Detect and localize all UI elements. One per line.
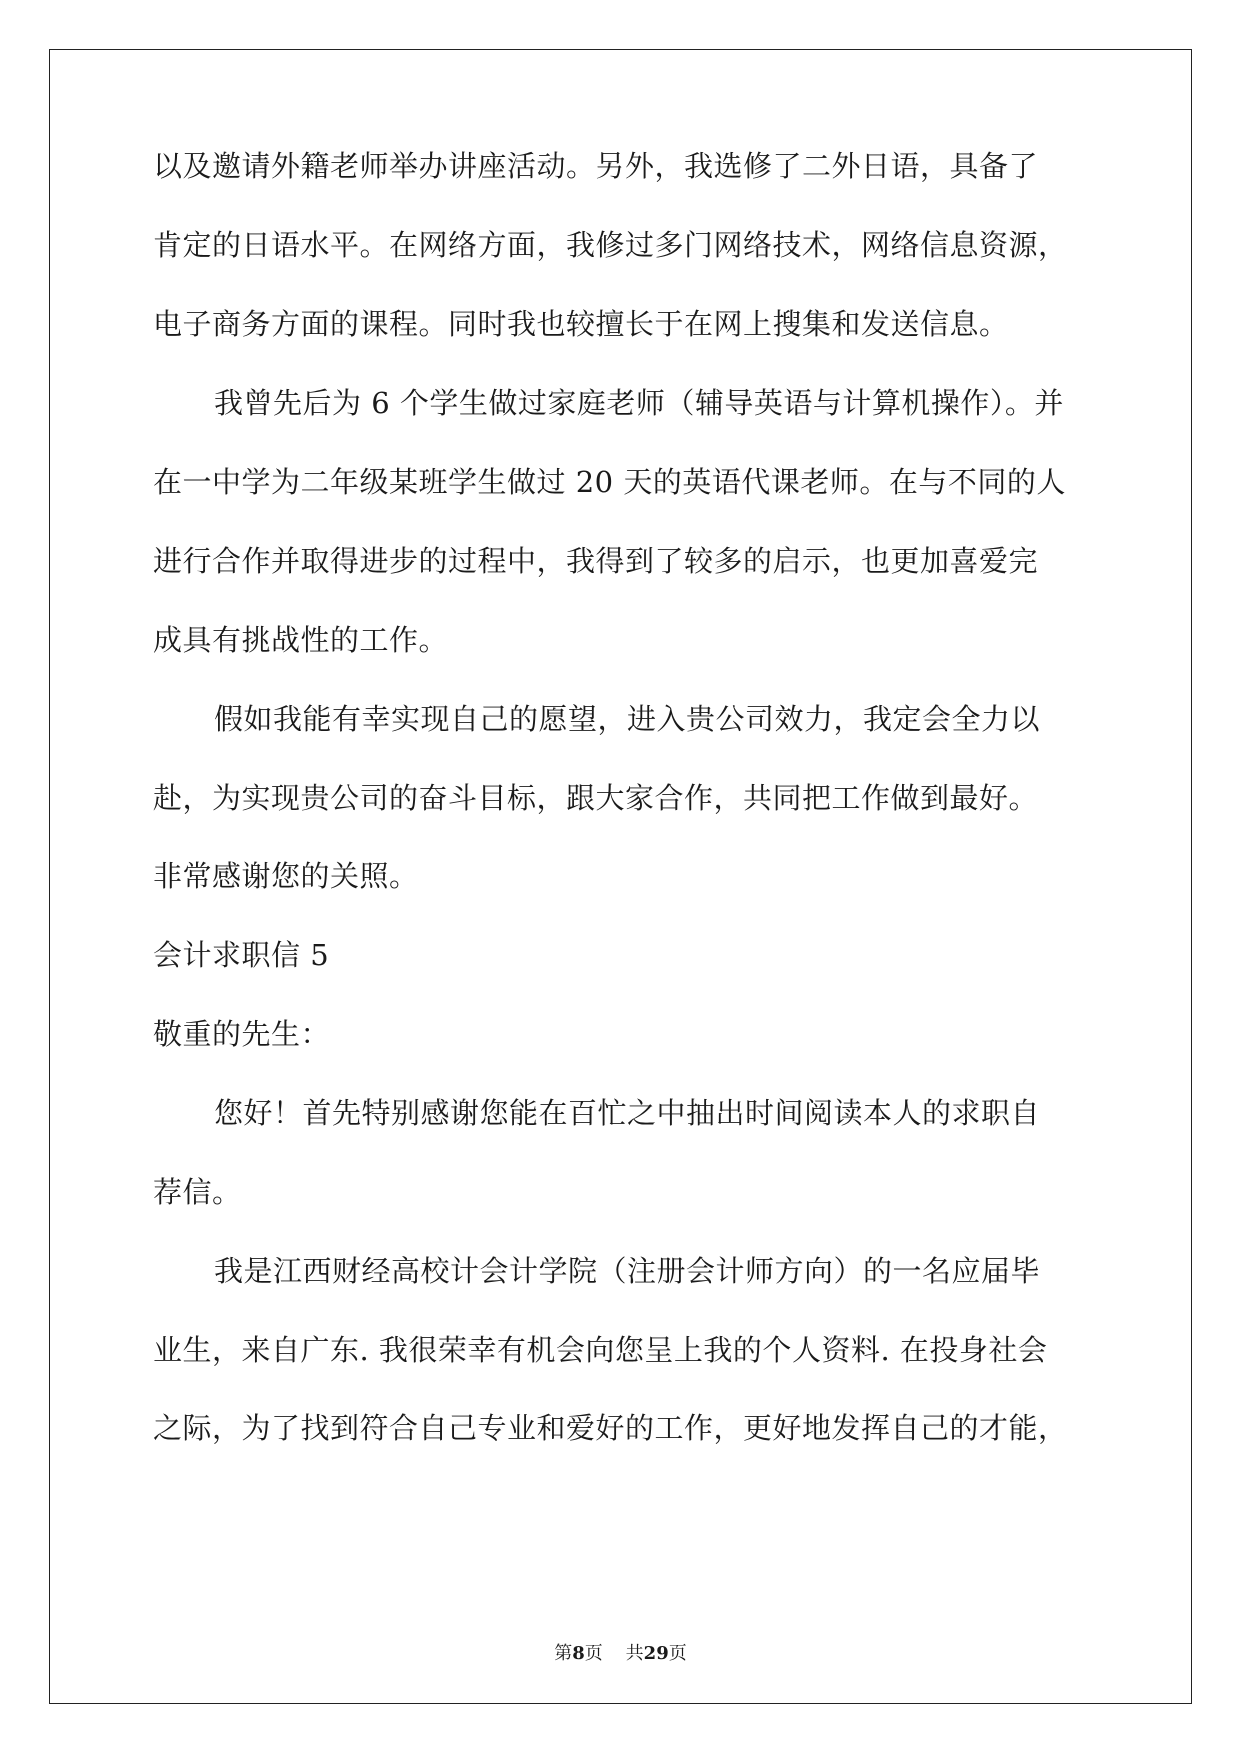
text-line: 赴，为实现贵公司的奋斗目标，跟大家合作，共同把工作做到最好。: [153, 781, 1039, 815]
text-line: 以及邀请外籍老师举办讲座活动。另外，我选修了二外日语，具备了: [153, 149, 1039, 183]
text-line: 业生，来自广东. 我很荣幸有机会向您呈上我的个人资料. 在投身社会: [153, 1333, 1048, 1367]
text-line: 肯定的日语水平。在网络方面，我修过多门网络技术，网络信息资源，: [153, 228, 1068, 262]
text-line: 进行合作并取得进步的过程中，我得到了较多的启示，也更加喜爱完: [153, 544, 1039, 578]
text-line: 之际，为了找到符合自己专业和爱好的工作，更好地发挥自己的才能，: [153, 1411, 1068, 1445]
page-prefix: 第: [554, 1643, 573, 1664]
total-pages: 29: [643, 1643, 669, 1664]
page-number: 8: [572, 1643, 585, 1664]
text-line: 假如我能有幸实现自己的愿望，进入贵公司效力，我定会全力以: [214, 702, 1041, 736]
text-line: 在一中学为二年级某班学生做过 20 天的英语代课老师。在与不同的人: [153, 465, 1066, 499]
total-suffix: 页: [668, 1643, 687, 1664]
text-line: 成具有挑战性的工作。: [153, 623, 449, 657]
section-heading: 会计求职信 5: [153, 938, 330, 972]
text-line: 非常感谢您的关照。: [153, 859, 419, 893]
text-line: 我是江西财经高校计会计学院（注册会计师方向）的一名应届毕: [214, 1254, 1041, 1288]
page-suffix: 页: [584, 1643, 603, 1664]
salutation: 敬重的先生：: [153, 1017, 331, 1051]
text-line: 您好！首先特别感谢您能在百忙之中抽出时间阅读本人的求职自: [214, 1096, 1041, 1130]
text-line: 电子商务方面的课程。同时我也较擅长于在网上搜集和发送信息。: [153, 307, 1009, 341]
text-line: 荐信。: [153, 1175, 242, 1209]
total-prefix: 共: [625, 1643, 644, 1664]
page-footer: [0, 1643, 1241, 1665]
text-line: 我曾先后为 6 个学生做过家庭老师（辅导英语与计算机操作）。并: [214, 386, 1064, 420]
